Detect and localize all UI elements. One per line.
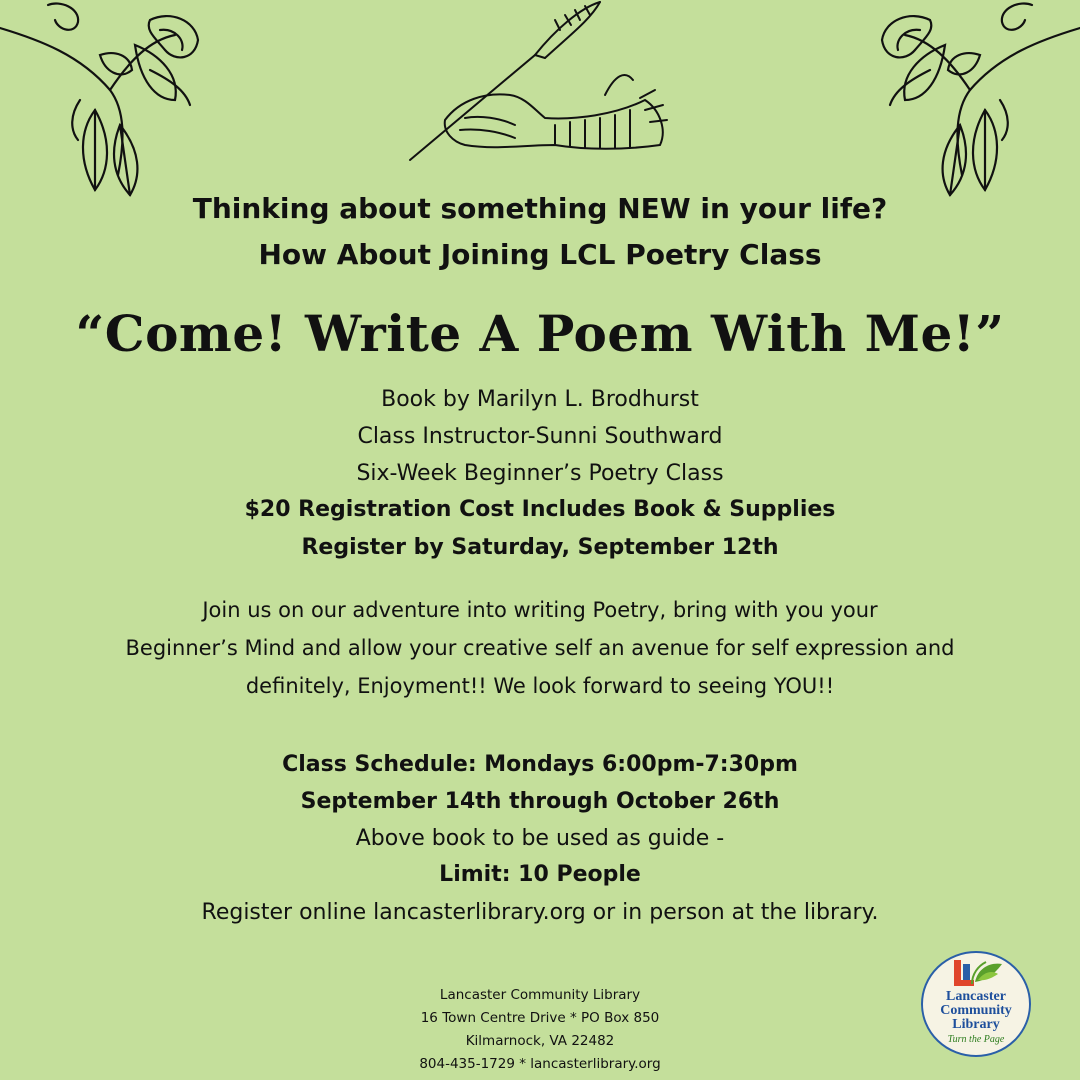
logo-name-line-1: Lancaster: [946, 989, 1006, 1004]
detail-author: Book by Marilyn L. Brodhurst: [381, 387, 699, 412]
quill-hand-icon: [405, 0, 675, 170]
detail-cost: $20 Registration Cost Includes Book & Supplies: [244, 497, 836, 522]
footer-city: Kilmarnock, VA 22482: [465, 1033, 615, 1049]
library-logo: [920, 950, 1032, 1058]
header-line-1: Thinking about something NEW in your life?: [192, 192, 888, 225]
logo-name-line-3: Library: [952, 1017, 1000, 1032]
schedule-dates: September 14th through October 26th: [300, 789, 780, 814]
logo-name-line-2: Community: [940, 1003, 1012, 1018]
detail-instructor: Class Instructor-Sunni Southward: [357, 424, 723, 449]
schedule-register: Register online lancasterlibrary.org or in person at the library.: [201, 900, 879, 925]
page-title: “Come! Write A Poem With Me!”: [75, 304, 1005, 363]
schedule-time: Class Schedule: Mondays 6:00pm-7:30pm: [282, 752, 798, 777]
flower-branch-left-icon: [0, 0, 210, 200]
schedule-limit: Limit: 10 People: [439, 862, 641, 887]
intro-paragraph-line-1: Join us on our adventure into writing Poetry, bring with you your: [202, 598, 878, 622]
detail-register-by: Register by Saturday, September 12th: [301, 535, 779, 560]
intro-paragraph-line-3: definitely, Enjoyment!! We look forward to seeing YOU!!: [245, 674, 835, 698]
flower-branch-right-icon: [870, 0, 1080, 200]
intro-paragraph-line-2: Beginner’s Mind and allow your creative self an avenue for self expression and: [125, 636, 955, 660]
footer-street: 16 Town Centre Drive * PO Box 850: [420, 1010, 660, 1026]
logo-tagline: Turn the Page: [947, 1034, 1005, 1045]
detail-class-type: Six-Week Beginner’s Poetry Class: [356, 461, 724, 486]
footer-contact: 804-435-1729 * lancasterlibrary.org: [419, 1056, 661, 1072]
footer-library-name: Lancaster Community Library: [439, 987, 641, 1003]
footer-address: [360, 984, 720, 1076]
schedule-guide: Above book to be used as guide -: [355, 826, 725, 851]
header-line-2: How About Joining LCL Poetry Class: [258, 238, 822, 271]
